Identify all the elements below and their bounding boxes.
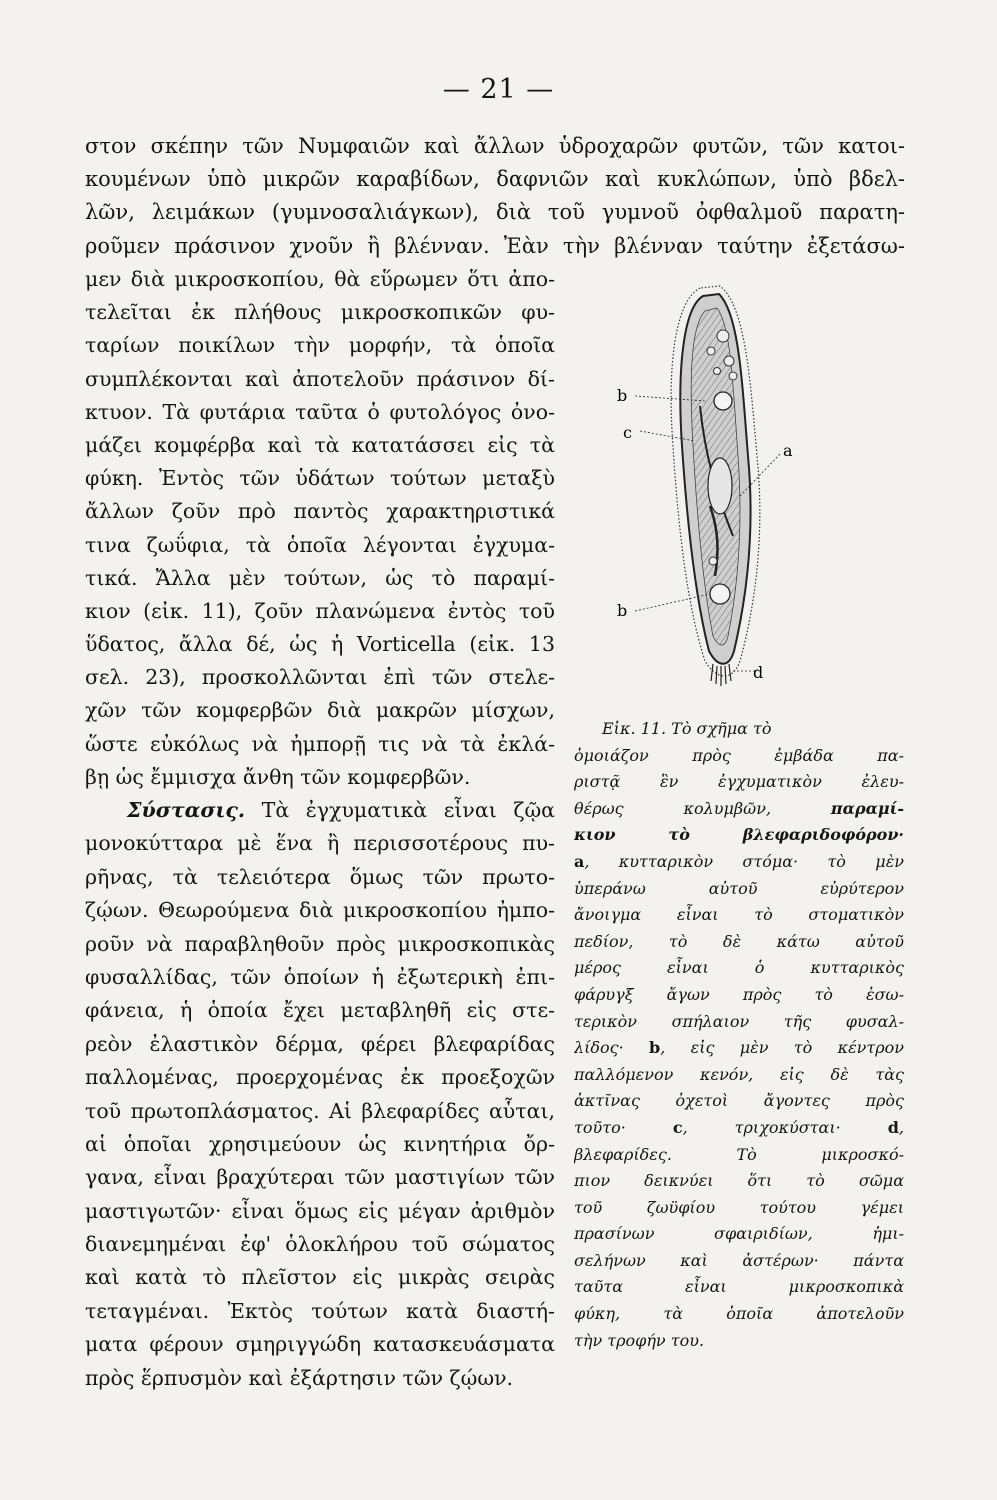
caption-line: τερικὸν σπήλαιον τῆς φυσαλ-	[574, 1011, 904, 1031]
caption-line: τὴν τροφήν του.	[574, 1330, 705, 1350]
caption-line: πρασίνων σφαιριδίων, ἡμι-	[574, 1224, 904, 1244]
text-line: φύκη. Ἐντὸς τῶν ὑδάτων τούτων μεταξὺ	[85, 466, 555, 491]
caption-label-d: d	[887, 1117, 899, 1137]
caption-line: φάρυγξ ἄγων πρὸς τὸ ἐσω-	[574, 984, 904, 1004]
vacuole	[729, 372, 737, 380]
caption-label-a: a	[574, 851, 585, 871]
text-line: καὶ κατὰ τὸ πλεῖστον εἰς μικρὰς σειρὰς	[85, 1265, 555, 1290]
caption-text: ,	[898, 1117, 904, 1137]
text-line: ἄλλων ζοῦν πρὸ παντὸς χαρακτηριστικά	[85, 499, 555, 524]
caption-line: ταῦτα εἶναι μικροσκοπικὰ	[574, 1277, 904, 1297]
full-width-text	[85, 130, 905, 263]
caption-text: τοῦτο·	[574, 1117, 673, 1137]
text-line: κιον (εἰκ. 11), ζοῦν πλανώμενα ἐντὸς τοῦ	[85, 598, 555, 623]
text-line: ροῦν νὰ παραβληθοῦν πρὸς μικροσκοπικὰς	[85, 931, 555, 956]
caption-line	[574, 849, 904, 876]
text-line: πρὸς ἕρπυσμὸν καὶ ἐξάρτησιν τῶν ζῴων.	[85, 1365, 514, 1390]
vacuole	[714, 368, 721, 375]
text-line: παλλομένας, προερχομένας ἐκ προεξοχῶν	[85, 1065, 555, 1090]
caption-line: σελήνων καὶ ἀστέρων· πάντα	[574, 1250, 904, 1270]
caption-line: ἀκτῖνας ὀχετοὶ ἄγοντες πρὸς	[574, 1091, 904, 1111]
page-number: — 21 —	[442, 74, 555, 105]
label-b-bottom: b	[617, 601, 628, 620]
section-first-line-text: Τὰ ἐγχυματικὰ εἶναι ζῷα	[245, 798, 555, 822]
text-line: μάζει κομφέρβα καὶ τὰ κατατάσσει εἰς τὰ	[85, 432, 555, 457]
text-line: ματα φέρουν σμηριγγώδη κατασκευάσματα	[85, 1332, 555, 1357]
caption-line: παλλόμενον κενόν, εἰς δὲ τὰς	[574, 1064, 904, 1084]
text-line: φυσαλλίδας, τῶν ὁποίων ἡ ἐξωτερικὴ ἐπι-	[85, 964, 555, 989]
text-line: γανα, εἶναι βραχύτεραι τῶν μαστιγίων τῶν	[85, 1165, 555, 1190]
text-line: συμπλέκονται καὶ ἀποτελοῦν πράσινον δί-	[85, 366, 555, 391]
contractile-vacuole-bottom	[710, 584, 730, 604]
text-line: λῶν, λειμάκων (γυμνοσαλιάγκων), διὰ τοῦ γυμνοῦ ὀφθαλμοῦ παρατη-	[85, 200, 905, 225]
caption-label-c: c	[672, 1117, 683, 1137]
text-line: τινα ζωΰφια, τὰ ὁποῖα λέγονται ἐγχυμα-	[85, 532, 555, 557]
caption-text: , εἰς μὲν τὸ κέντρον	[660, 1038, 904, 1058]
section-systasis	[85, 794, 555, 1395]
text-line: τοῦ πρωτοπλάσματος. Αἱ βλεφαρίδες αὗται,	[85, 1098, 555, 1123]
contractile-vacuole-top	[714, 392, 732, 410]
text-line: κουμένων ὑπὸ μικρῶν καραβίδων, δαφνιῶν καὶ κυκλώπων, ὑπὸ βδελ-	[85, 167, 905, 192]
label-a: a	[783, 441, 793, 460]
caption-bold-term: παραμί-	[830, 798, 904, 818]
caption-line	[574, 822, 904, 849]
caption-line	[574, 1035, 904, 1062]
paramecium-illustration	[605, 276, 835, 696]
label-c: c	[623, 423, 632, 442]
label-d: d	[753, 663, 764, 682]
caption-line	[574, 796, 904, 823]
narrow-text-column	[85, 263, 555, 794]
text-line: ταρίων ποικίλων τὴν μορφήν, τὰ ὁποῖα	[85, 333, 555, 358]
section-first-line	[85, 794, 555, 827]
caption-line	[574, 1115, 904, 1142]
text-line: ζῴων. Θεωρούμενα διὰ μικροσκοπίου ἠμπο-	[85, 898, 555, 923]
caption-line: τοῦ ζωϋφίου τούτου γέμει	[574, 1197, 904, 1217]
section-heading: Σύστασις.	[127, 798, 246, 822]
caption-line: ἄνοιγμα εἶναι τὸ στοματικὸν	[574, 905, 904, 925]
text-line: ὥστε εὐκόλως νὰ ἠμπορῇ τις νὰ τὰ ἐκλά-	[85, 731, 555, 756]
caption-text: , κυτταρικὸν στόμα· τὸ μὲν	[584, 851, 904, 871]
text-line: μονοκύτταρα μὲ ἕνα ἢ περισσοτέρους πυ-	[85, 831, 555, 856]
caption-text: θέρως κολυμβῶν,	[574, 798, 831, 818]
text-line: τεταγμέναι. Ἐκτὸς τούτων κατὰ διαστή-	[85, 1298, 555, 1323]
vacuole	[717, 330, 729, 342]
caption-line: Εἰκ. 11. Τὸ σχῆμα τὸ	[602, 719, 772, 738]
text-line: βῃ ὡς ἔμμισχα ἄνθη τῶν κομφερβῶν.	[85, 764, 471, 789]
text-line: κτυον. Τὰ φυτάρια ταῦτα ὁ φυτολόγος ὀνο-	[85, 399, 555, 424]
vacuole	[724, 356, 734, 366]
text-line: τικά. Ἄλλα μὲν τούτων, ὡς τὸ παραμί-	[85, 565, 555, 590]
text-line: ρεὸν ἐλαστικὸν δέρμα, φέρει βλεφαρίδας	[85, 1031, 555, 1056]
text-line: μαστιγωτῶν· εἶναι ὅμως εἰς μέγαν ἀριθμὸν	[85, 1198, 555, 1223]
caption-line: πιον δεικνύει ὅτι τὸ σῶμα	[574, 1171, 904, 1191]
text-line: στον σκέπην τῶν Νυμφαιῶν καὶ ἄλλων ὑδροχαρῶν φυτῶν, τῶν κατοι-	[85, 134, 905, 158]
nucleus	[708, 458, 732, 514]
caption-line: ὑπεράνω αὐτοῦ εὐρύτερον	[574, 878, 904, 898]
caption-label-b: b	[649, 1038, 661, 1058]
figure-caption	[574, 716, 904, 1354]
caption-line: φύκη, τὰ ὁποῖα ἀποτελοῦν	[574, 1304, 904, 1324]
caption-line: ριστᾷ ἓν ἐγχυματικὸν ἐλευ-	[574, 772, 904, 792]
caption-line: ὁμοιάζον πρὸς ἐμβάδα πα-	[574, 745, 904, 765]
caption-text: , τριχοκύσται·	[682, 1117, 888, 1137]
text-line: φάνεια, ἡ ὁποία ἔχει μεταβληθῆ εἰς στε-	[85, 998, 555, 1023]
caption-bold-term: κιον τὸ βλεφαριδοφόρον·	[574, 825, 904, 845]
tail-cilia	[711, 664, 731, 686]
vacuole	[707, 347, 715, 355]
text-line: μεν διὰ μικροσκοπίου, θὰ εὕρωμεν ὅτι ἀπο-	[85, 267, 555, 291]
text-line: τελεῖται ἐκ πλήθους μικροσκοπικῶν φυ-	[85, 300, 555, 325]
text-line: αἱ ὁποῖαι χρησιμεύουν ὡς κινητήρια ὄρ-	[85, 1131, 555, 1156]
text-line: διανεμημέναι ἐφ' ὁλοκλήρου τοῦ σώματος	[85, 1232, 555, 1257]
text-line: χῶν τῶν κομφερβῶν διὰ μακρῶν μίσχων,	[85, 698, 555, 723]
text-line: σελ. 23), προσκολλῶνται ἐπὶ τῶν στελε-	[85, 665, 555, 690]
text-line: ρῆνας, τὰ τελειότερα ὅμως τῶν πρωτο-	[85, 864, 555, 889]
vacuole	[709, 557, 717, 565]
caption-line: μέρος εἶναι ὁ κυτταρικὸς	[574, 958, 904, 978]
caption-line: βλεφαρίδες. Τὸ μικροσκό-	[574, 1144, 904, 1164]
label-b-top: b	[617, 386, 628, 405]
caption-text: λίδος·	[574, 1038, 650, 1058]
text-line: ροῦμεν πράσινον χνοῦν ἢ βλένναν. Ἐὰν τὴν βλένναν ταύτην ἐξετάσω-	[85, 233, 905, 258]
text-line: ὕδατος, ἄλλα δέ, ὡς ἡ Vorticella (εἰκ. 13	[85, 632, 555, 657]
caption-line: πεδίον, τὸ δὲ κάτω αὐτοῦ	[574, 931, 904, 951]
